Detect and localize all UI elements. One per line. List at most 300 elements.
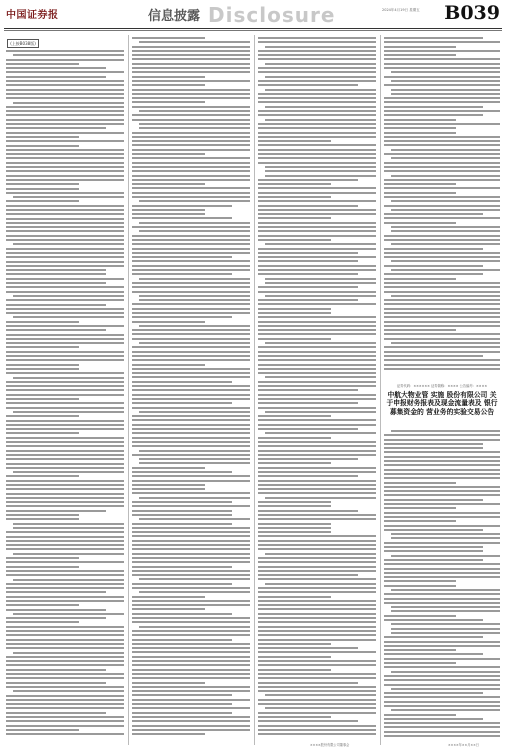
text-line (132, 351, 250, 353)
text-line (258, 669, 331, 671)
text-line (132, 604, 250, 606)
text-line (6, 110, 124, 112)
text-line (258, 286, 358, 288)
text-line (6, 501, 124, 503)
text-line (258, 523, 331, 525)
text-line (6, 334, 124, 336)
text-line (6, 213, 124, 215)
text-line (391, 342, 500, 344)
text-line (258, 321, 376, 323)
text-line (384, 563, 500, 565)
column-4-footer: ××××年××月××日 (448, 743, 479, 747)
text-line (6, 695, 124, 697)
text-line (384, 666, 500, 668)
text-line (384, 63, 500, 65)
text-line (132, 454, 250, 456)
text-line (132, 265, 250, 267)
text-line (6, 394, 124, 396)
text-line (391, 209, 500, 211)
text-line (132, 389, 250, 391)
text-line (132, 286, 250, 288)
text-line (132, 239, 250, 241)
text-line (258, 394, 376, 396)
text-line (132, 256, 232, 258)
text-line (132, 89, 250, 91)
text-line (258, 372, 376, 374)
text-line (132, 196, 250, 198)
text-line (265, 243, 376, 245)
text-line (258, 84, 358, 86)
text-line (6, 497, 124, 499)
text-column-1 (6, 50, 124, 742)
text-line (13, 54, 124, 56)
text-line (6, 132, 124, 134)
text-line (132, 617, 250, 619)
text-line (258, 682, 358, 684)
text-line (132, 437, 250, 439)
text-line (258, 725, 376, 727)
text-line (6, 127, 106, 129)
text-line (258, 37, 376, 39)
text-line (6, 643, 124, 645)
announcement-header (385, 383, 499, 416)
text-line (384, 351, 500, 353)
text-line (132, 394, 250, 396)
text-line (258, 626, 376, 628)
text-line (132, 364, 205, 366)
text-line (6, 673, 124, 675)
text-line (384, 559, 483, 561)
text-line (258, 600, 376, 602)
text-line (139, 342, 250, 344)
text-line (384, 76, 500, 78)
text-line (6, 157, 124, 159)
text-line (384, 278, 456, 280)
text-line (258, 127, 376, 129)
text-line (258, 587, 376, 589)
text-line (6, 166, 124, 168)
text-line (139, 518, 250, 520)
text-line (391, 157, 500, 159)
text-line (258, 437, 331, 439)
text-line (6, 248, 124, 250)
text-line (384, 179, 500, 181)
text-line (132, 690, 250, 692)
text-line (6, 450, 124, 452)
text-line (6, 544, 124, 546)
text-line (258, 454, 376, 456)
text-line (6, 338, 124, 340)
text-line (258, 248, 376, 250)
text-line (391, 260, 500, 262)
text-line (391, 226, 500, 228)
text-line (384, 54, 456, 56)
text-line (139, 299, 250, 301)
text-line (132, 329, 250, 331)
text-line (132, 213, 205, 215)
text-line (258, 531, 331, 533)
text-line (258, 450, 376, 452)
text-line (13, 102, 124, 104)
text-line (258, 162, 376, 164)
text-line (132, 187, 250, 189)
text-line (132, 570, 250, 572)
text-line (6, 252, 124, 254)
text-line (384, 434, 500, 436)
text-line (258, 333, 376, 335)
text-line (6, 209, 124, 211)
text-line (6, 286, 124, 288)
text-line (265, 432, 376, 434)
text-line (132, 424, 250, 426)
text-line (258, 630, 376, 632)
text-line (6, 596, 124, 598)
text-line (258, 419, 376, 421)
text-line (6, 325, 124, 327)
text-line (6, 566, 79, 568)
text-line (384, 456, 500, 458)
text-line (258, 291, 376, 293)
text-line (258, 471, 376, 473)
text-line (6, 574, 124, 576)
text-line (6, 351, 124, 353)
text-line (6, 89, 124, 91)
text-line (6, 587, 124, 589)
text-line (132, 179, 250, 181)
text-line (384, 525, 500, 527)
text-line (6, 226, 124, 228)
text-line (384, 705, 500, 707)
text-line (6, 239, 124, 241)
text-line (6, 570, 124, 572)
text-line (132, 248, 250, 250)
text-line (258, 222, 376, 224)
text-line (258, 604, 376, 606)
text-line (258, 385, 376, 387)
text-line (132, 132, 250, 134)
text-line (132, 419, 250, 421)
text-line (132, 557, 250, 559)
text-line (6, 677, 124, 679)
text-line (265, 106, 376, 108)
text-line (265, 583, 376, 585)
text-line (258, 656, 331, 658)
text-line (258, 510, 358, 512)
text-line (6, 630, 124, 632)
text-line (132, 114, 250, 116)
text-line (6, 682, 106, 684)
text-line (132, 226, 250, 228)
text-line (384, 187, 500, 189)
text-line (258, 140, 331, 142)
text-line (384, 482, 456, 484)
text-line (132, 140, 250, 142)
text-line (6, 493, 124, 495)
text-line (384, 645, 500, 647)
text-line (384, 602, 500, 604)
text-line (258, 355, 376, 357)
text-line (258, 346, 376, 348)
text-line (384, 84, 500, 86)
text-line (6, 712, 106, 714)
text-line (132, 407, 250, 409)
text-line (132, 553, 250, 555)
text-line (384, 222, 456, 224)
text-line (384, 550, 483, 552)
text-line (139, 222, 250, 224)
text-line (13, 316, 124, 318)
text-line (384, 507, 456, 509)
text-line (6, 583, 124, 585)
text-line (384, 576, 500, 578)
text-line (6, 381, 124, 383)
date-line: 2024年4月19日 星期五 (382, 8, 420, 12)
text-line (6, 415, 79, 417)
text-line (265, 342, 376, 344)
text-line (6, 282, 106, 284)
text-line (258, 651, 376, 653)
text-line (258, 407, 376, 409)
text-line (132, 183, 205, 185)
text-line (132, 372, 250, 374)
text-line (258, 213, 376, 215)
text-line (265, 411, 376, 413)
text-line (258, 548, 376, 550)
text-line (258, 67, 376, 69)
text-line (132, 492, 250, 494)
text-line (6, 699, 124, 701)
text-line (13, 377, 124, 379)
text-line (6, 278, 124, 280)
text-line (258, 97, 376, 99)
text-line (384, 731, 500, 733)
text-line (258, 570, 376, 572)
text-line (391, 175, 500, 177)
text-line (132, 699, 250, 701)
text-line (6, 179, 124, 181)
text-line (384, 325, 500, 327)
text-line (132, 175, 250, 177)
text-line (6, 621, 79, 623)
text-line (139, 578, 250, 580)
text-line (391, 71, 500, 73)
text-line (6, 634, 124, 636)
text-line (384, 718, 483, 720)
text-line (132, 566, 232, 568)
text-line (6, 114, 124, 116)
text-line (258, 699, 376, 701)
text-line (258, 596, 331, 598)
text-line (132, 385, 250, 387)
text-line (384, 675, 500, 677)
text-line (6, 265, 124, 267)
text-line (132, 368, 250, 370)
text-line (132, 643, 250, 645)
text-line (258, 200, 376, 202)
text-line (6, 716, 124, 718)
text-line (384, 58, 500, 60)
text-line (132, 209, 205, 211)
text-line (258, 673, 376, 675)
text-line (258, 458, 358, 460)
text-line (6, 368, 79, 370)
text-line (139, 450, 250, 452)
text-line (258, 441, 376, 443)
text-line (384, 308, 500, 310)
text-line (391, 430, 500, 432)
text-line (384, 144, 500, 146)
text-line (139, 591, 250, 593)
text-line (384, 192, 456, 194)
text-line (6, 445, 124, 447)
text-line (391, 632, 500, 634)
text-line (132, 630, 250, 632)
text-line (384, 542, 500, 544)
text-line (6, 59, 124, 61)
text-line (13, 553, 124, 555)
text-line (132, 54, 250, 56)
text-line (258, 621, 376, 623)
text-line (391, 230, 500, 232)
text-line (6, 531, 124, 533)
text-line (132, 333, 250, 335)
text-line (6, 346, 79, 348)
text-line (258, 647, 358, 649)
text-line (132, 703, 232, 705)
text-line (6, 175, 124, 177)
text-line (258, 269, 376, 271)
text-line (384, 499, 483, 501)
text-line (384, 291, 500, 293)
text-line (6, 235, 124, 237)
text-line (6, 222, 124, 224)
text-line (6, 591, 106, 593)
text-line (6, 548, 124, 550)
text-line (132, 312, 250, 314)
text-line (391, 606, 500, 608)
text-line (258, 488, 376, 490)
text-line (265, 282, 376, 284)
text-line (132, 682, 205, 684)
text-line (6, 647, 124, 649)
text-line (384, 503, 500, 505)
text-line (258, 144, 376, 146)
text-line (258, 80, 376, 82)
text-line (6, 437, 124, 439)
text-line (13, 527, 124, 529)
text-line (384, 494, 500, 496)
text-line (258, 196, 331, 198)
text-line (384, 447, 483, 449)
text-line (139, 325, 250, 327)
text-line (6, 261, 124, 263)
text-line (6, 84, 124, 86)
text-line (265, 76, 376, 78)
text-line (384, 97, 500, 99)
text-line (384, 132, 456, 134)
text-line (258, 183, 331, 185)
text-line (384, 520, 456, 522)
text-line (258, 733, 376, 735)
text-line (132, 540, 250, 542)
text-line (384, 443, 483, 445)
text-line (258, 364, 376, 366)
text-line (6, 686, 124, 688)
text-line (258, 561, 376, 563)
text-line (6, 145, 79, 147)
text-line (384, 299, 500, 301)
text-line (132, 669, 250, 671)
text-line (258, 634, 376, 636)
text-line (139, 41, 250, 43)
text-line (6, 273, 106, 275)
text-line (132, 725, 250, 727)
text-line (258, 424, 376, 426)
text-line (6, 488, 124, 490)
text-line (384, 585, 456, 587)
text-line (384, 722, 500, 724)
text-line (265, 553, 376, 555)
text-line (6, 97, 124, 99)
text-line (384, 735, 500, 737)
text-line (258, 132, 376, 134)
text-line (132, 80, 250, 82)
text-line (258, 303, 376, 305)
text-line (258, 209, 376, 211)
text-line (6, 93, 124, 95)
text-line (6, 218, 124, 220)
text-line (132, 153, 205, 155)
text-line (139, 127, 250, 129)
text-line (391, 671, 500, 673)
text-line (6, 484, 124, 486)
text-line (384, 286, 500, 288)
text-line (132, 273, 232, 275)
text-line (258, 690, 376, 692)
text-line (6, 372, 124, 374)
text-line (6, 660, 124, 662)
text-line (132, 97, 250, 99)
text-line (391, 269, 500, 271)
text-line (384, 726, 500, 728)
text-line (258, 720, 358, 722)
text-line (258, 110, 376, 112)
text-line (258, 368, 376, 370)
text-line (384, 473, 500, 475)
text-line (258, 677, 376, 679)
text-line (132, 402, 232, 404)
text-line (384, 273, 483, 275)
text-line (132, 673, 250, 675)
text-line (6, 480, 124, 482)
text-line (391, 295, 500, 297)
text-line (258, 660, 376, 662)
text-line (132, 415, 250, 417)
text-line (384, 701, 500, 703)
text-line (132, 587, 250, 589)
text-line (132, 381, 232, 383)
text-line (6, 136, 79, 138)
text-line (6, 475, 79, 477)
text-line (132, 656, 250, 658)
text-line (384, 153, 500, 155)
text-line (391, 688, 500, 690)
text-line (132, 445, 250, 447)
text-line (258, 527, 331, 529)
text-line (132, 527, 250, 529)
text-line (139, 626, 250, 628)
text-line (6, 669, 106, 671)
